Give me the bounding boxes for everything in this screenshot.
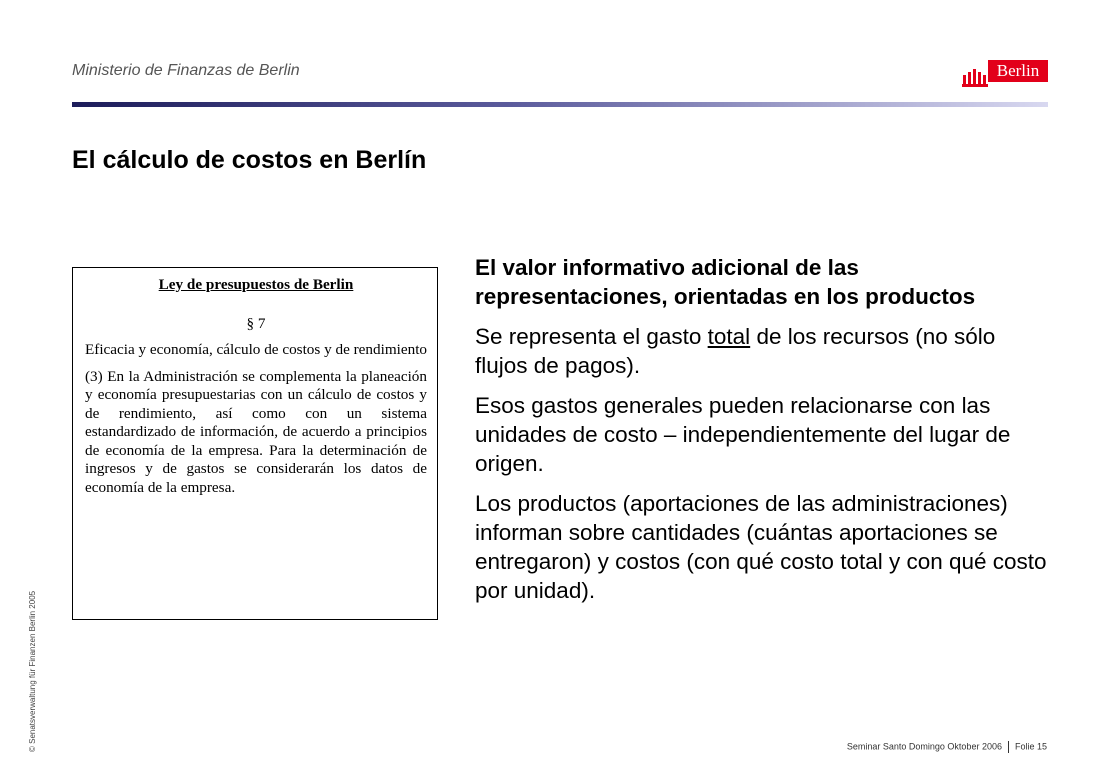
footer [847,741,1047,753]
berlin-logo [962,60,1050,92]
explanation-paragraph-1 [475,322,1050,380]
p1-before: Se representa el gasto [475,324,708,349]
explanation-paragraph-2: Esos gastos generales pueden relacionarse con las unidades de costo – independientemente del lugar de origen. [475,393,1011,476]
slide-number: Folie 15 [1014,741,1047,752]
copyright-notice: © Senatsverwaltung für Finanzen Berlin 2005 [28,590,37,752]
law-body: (3) En la Administración se complementa la planeación y economía presupuestarias con un cálculo de costos y de rendimiento, así como con un sistema estandardizado de información, de acuerdo a principios de economía de la empresa. Para la determinación de ingresos y de gastos se considerarán los datos de economía de la empresa. [85,367,427,496]
law-excerpt-box [72,267,438,620]
footer-event: Seminar Santo Domingo Oktober 2006 [846,741,1002,752]
logo-wordmark: Berlin [988,60,1048,82]
p1-underlined: total [707,324,751,349]
explanation-paragraph-3: Los productos (aportaciones de las administraciones) informan sobre cantidades (cuántas aportaciones se entregaron) y costos (con qué costo total y con qué costo por unidad). [475,491,1047,603]
footer-separator [1008,741,1009,753]
law-title: Ley de presupuestos de Berlin [158,276,354,293]
p1-after: de los recursos (no sólo flujos de pagos). [475,324,996,378]
law-section: § 7 [246,314,266,332]
header-divider [72,102,1048,107]
explanation-column [475,253,1050,616]
ministry-name: Ministerio de Finanzas de Berlin [72,62,300,79]
law-heading: Eficacia y economía, cálculo de costos y de rendimiento [85,341,428,358]
bear-bars-icon [962,66,988,88]
page-title: El cálculo de costos en Berlín [72,146,427,174]
explanation-heading: El valor informativo adicional de las representaciones, orientadas en los productos [475,255,976,309]
